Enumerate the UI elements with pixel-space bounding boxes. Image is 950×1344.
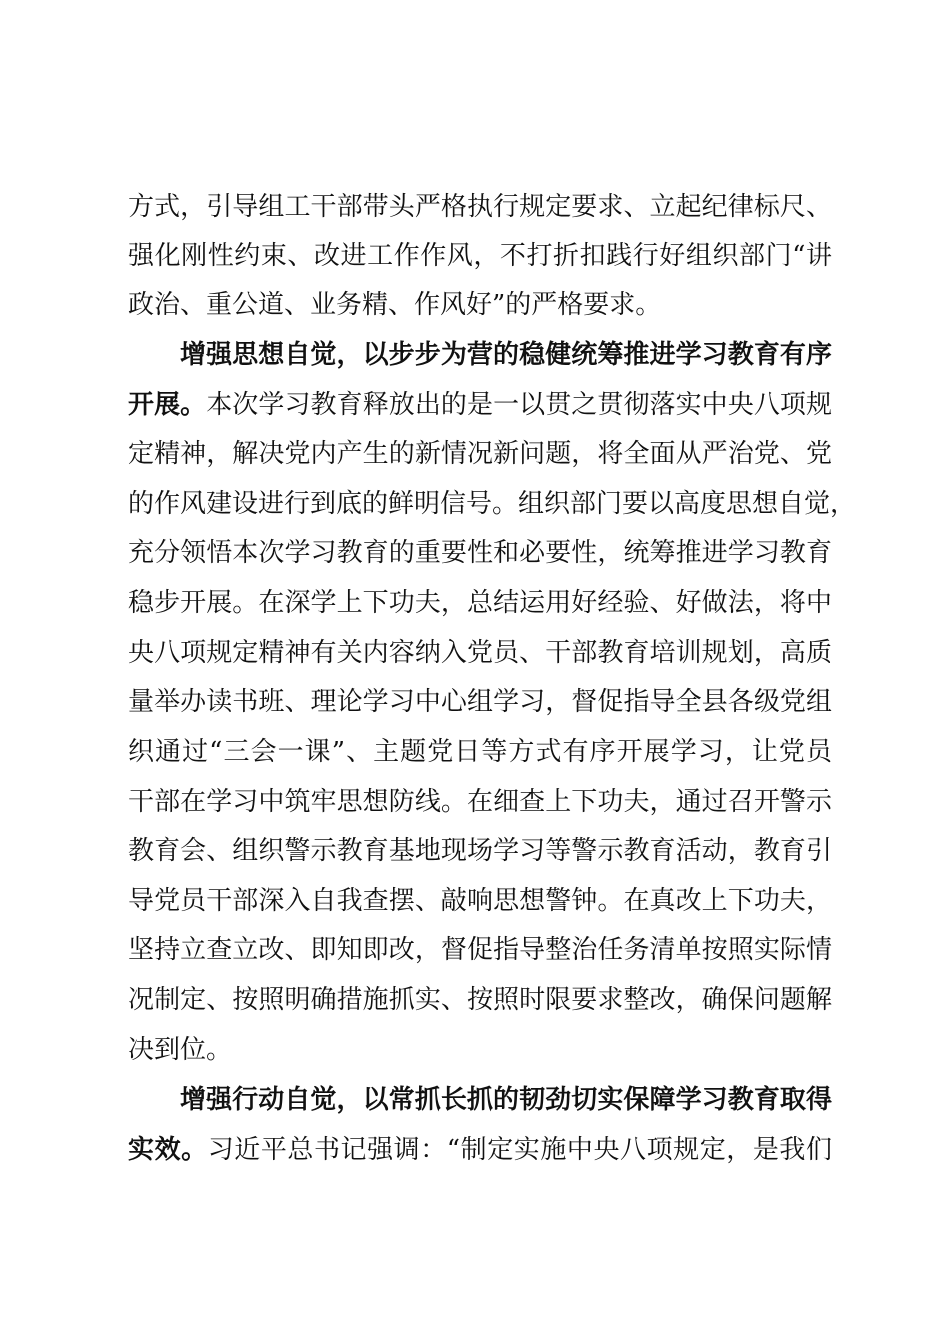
text-line: 量举办读书班、理论学习中心组学习，督促指导全县各级党组 [128,687,832,717]
text-line [128,1130,832,1170]
section-heading: 增强行动自觉，以常抓长抓的韧劲切实保障学习教育取得 [180,1085,832,1115]
text-line: 导党员干部深入自我查摆、敲响思想警钟。在真改上下功夫， [128,886,832,916]
section-heading-end: 开展。 [128,390,207,420]
section-heading: 增强思想自觉，以步步为营的稳健统筹推进学习教育有序 [180,340,832,370]
body-text: 习近平总书记强调：“制定实施中央八项规定，是我们 [207,1135,832,1165]
text-line: 的作风建设进行到底的鲜明信号。组织部门要以高度思想自觉， [128,489,857,519]
text-line: 决到位。 [128,1035,233,1065]
text-line: 定精神，解决党内产生的新情况新问题，将全面从严治党、党 [128,439,832,469]
text-line: 织通过“三会一课”、主题党日等方式有序开展学习，让党员 [128,737,832,767]
text-line [128,385,832,425]
text-line: 干部在学习中筑牢思想防线。在细查上下功夫，通过召开警示 [128,787,832,817]
text-line: 强化刚性约束、改进工作作风，不打折扣践行好组织部门“讲 [128,241,832,271]
text-line: 政治、重公道、业务精、作风好”的严格要求。 [128,290,662,320]
text-line: 稳步开展。在深学上下功夫，总结运用好经验、好做法，将中 [128,588,832,618]
body-text: 本次学习教育释放出的是一以贯之贯彻落实中央八项规 [206,390,832,420]
text-line: 方式，引导组工干部带头严格执行规定要求、立起纪律标尺、 [128,192,832,222]
text-line: 教育会、组织警示教育基地现场学习等警示教育活动，教育引 [128,836,832,866]
text-line: 坚持立查立改、即知即改，督促指导整治任务清单按照实际情 [128,935,832,965]
text-line: 央八项规定精神有关内容纳入党员、干部教育培训规划，高质 [128,638,832,668]
section-heading-end: 实效。 [128,1135,208,1165]
text-line: 充分领悟本次学习教育的重要性和必要性，统筹推进学习教育 [128,538,832,568]
text-line: 况制定、按照明确措施抓实、按照时限要求整改，确保问题解 [128,985,832,1015]
